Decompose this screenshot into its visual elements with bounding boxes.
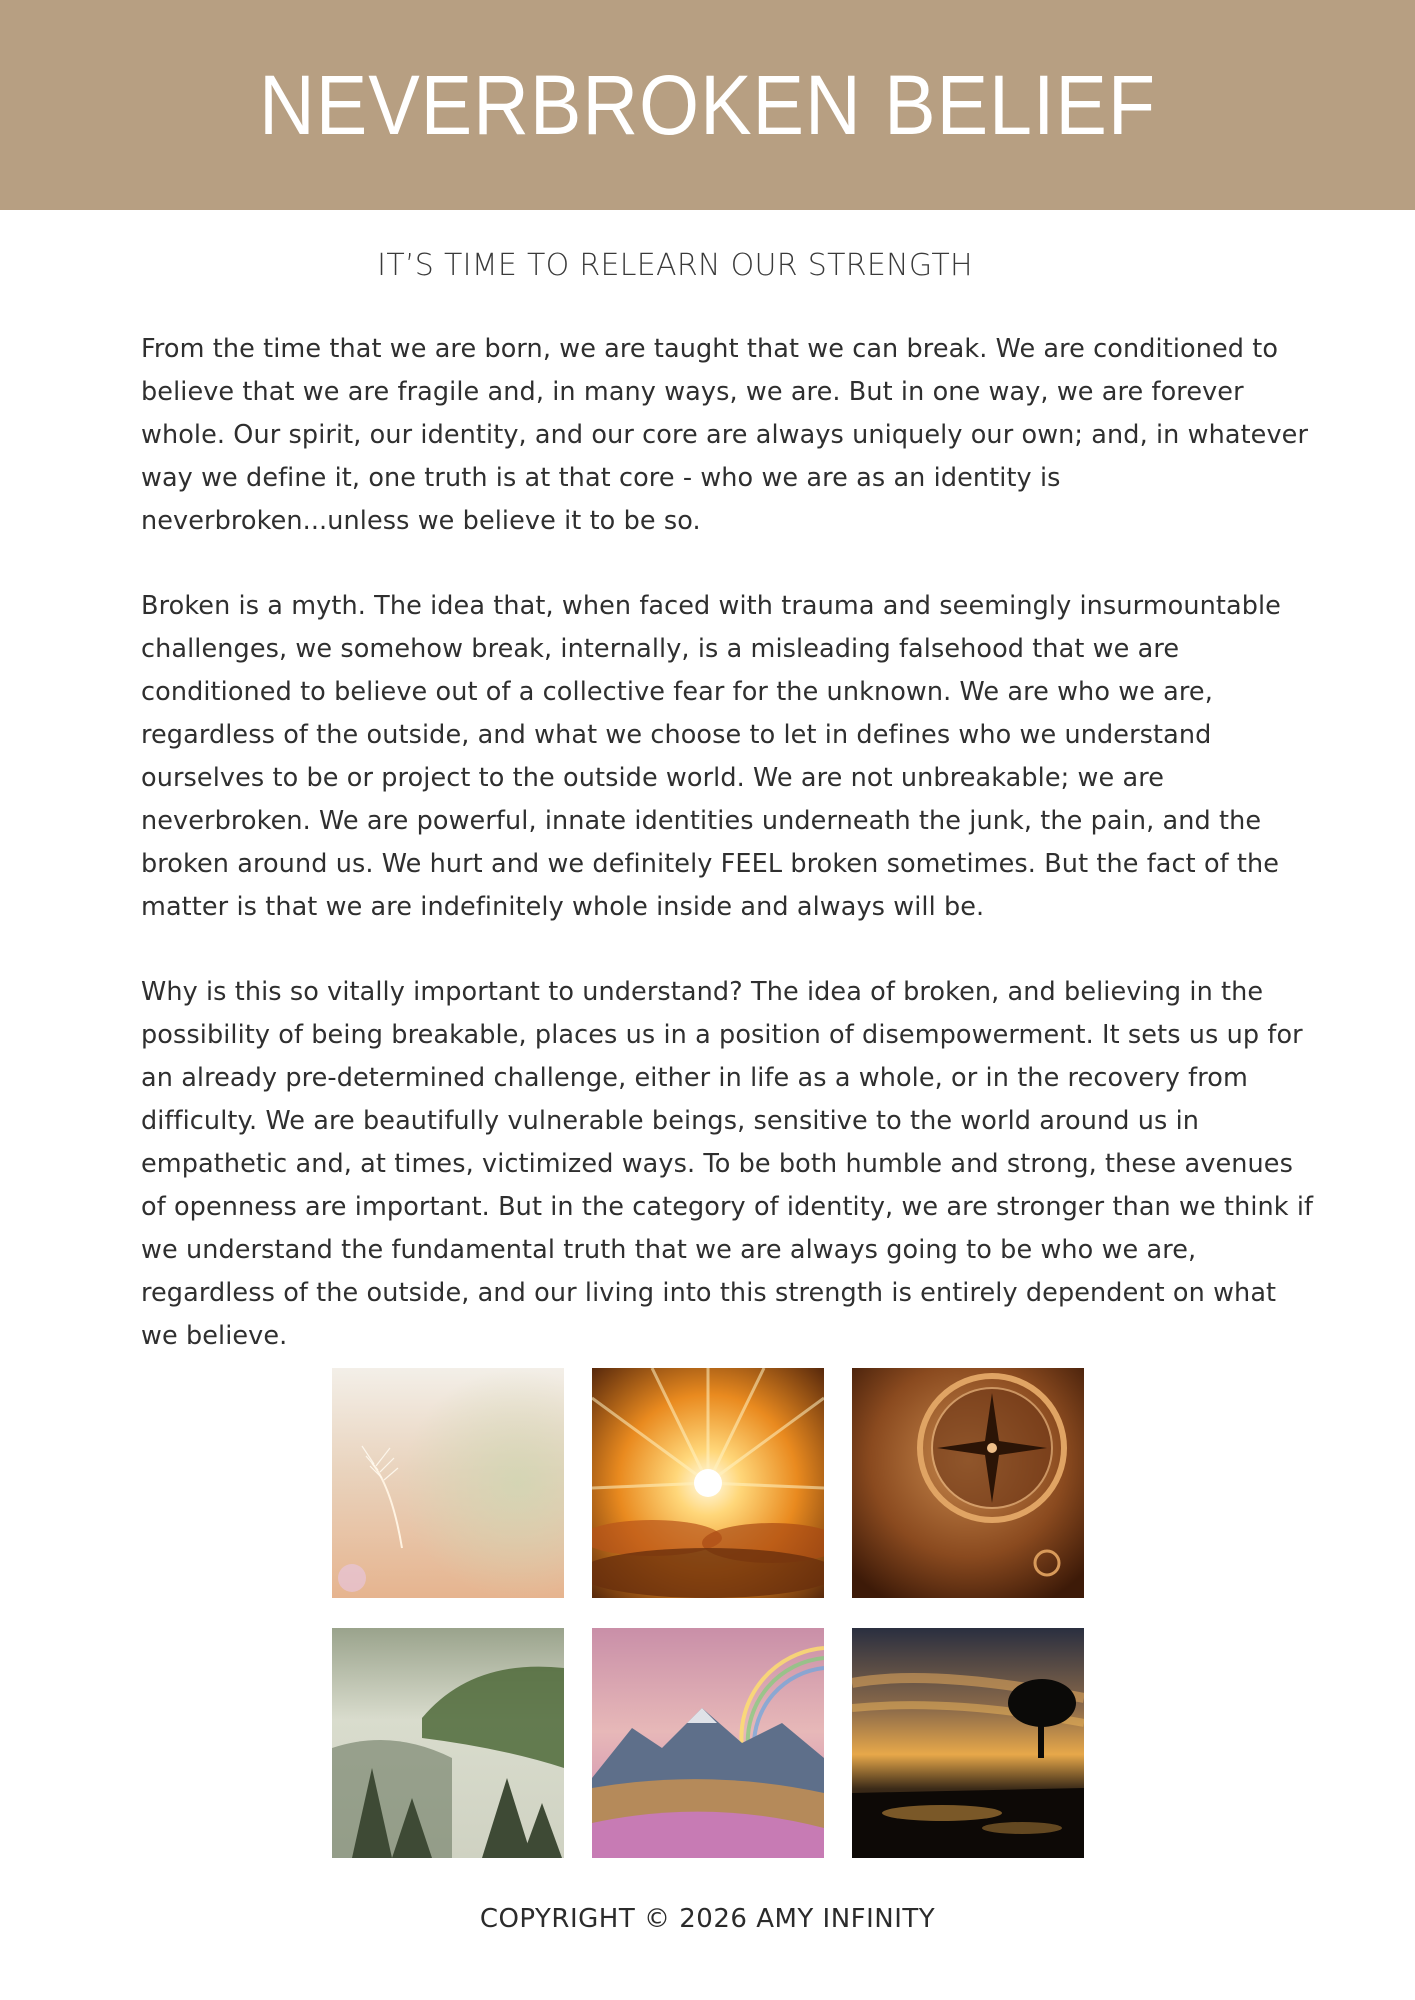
page-subtitle: IT’S TIME TO RELEARN OUR STRENGTH [377, 248, 973, 283]
sunset-marsh-photo [852, 1628, 1084, 1858]
photo-gallery [332, 1368, 1084, 1858]
paragraph-3: Why is this so vitally important to understand? The idea of broken, and believing in the possibility of being breakable, places us in a position of disempowerment. It sets us up for an already pre-determined challenge, either in life as a whole, or in the recovery from difficulty. We are beautifully vulnerable beings, sensitive to the world around us in empathetic and, at times, victimized ways. To be both humble and strong, these avenues of openness are important. But in the category of identity, we are stronger than we think if we understand the fundamental truth that we are always going to be who we are, regardless of the outside, and our living into this strength is entirely dependent on what we believe. [141, 977, 1314, 1351]
article-body [141, 328, 1321, 1400]
paragraph-2: Broken is a myth. The idea that, when faced with trauma and seemingly insurmountable challenges, we somehow break, internally, is a misleading falsehood that we are conditioned to believe out of a collective fear for the unknown. We are who we are, regardless of the outside, and what we choose to let in defines who we understand ourselves to be or project to the outside world. We are not unbreakable; we are neverbroken. We are powerful, innate identities underneath the junk, the pain, and the broken around us. We hurt and we definitely FEEL broken sometimes. But the fact of the matter is that we are indefinitely whole inside and always will be. [141, 591, 1281, 922]
header-banner [0, 0, 1415, 210]
antique-compass-photo [852, 1368, 1084, 1598]
misty-forest-photo [332, 1628, 564, 1858]
page-title: NEVERBROKEN BELIEF [259, 57, 1156, 152]
soft-grass-photo [332, 1368, 564, 1598]
rainbow-mountains-photo [592, 1628, 824, 1858]
copyright-footer: COPYRIGHT © 2026 AMY INFINITY [479, 1904, 936, 1934]
sunburst-clouds-photo [592, 1368, 824, 1598]
paragraph-1: From the time that we are born, we are taught that we can break. We are conditioned to believe that we are fragile and, in many ways, we are. But in one way, we are forever whole. Our spirit, our identity, and our core are always uniquely our own; and, in whatever way we define it, one truth is at that core - who we are as an identity is neverbroken...unless we believe it to be so. [141, 334, 1309, 536]
